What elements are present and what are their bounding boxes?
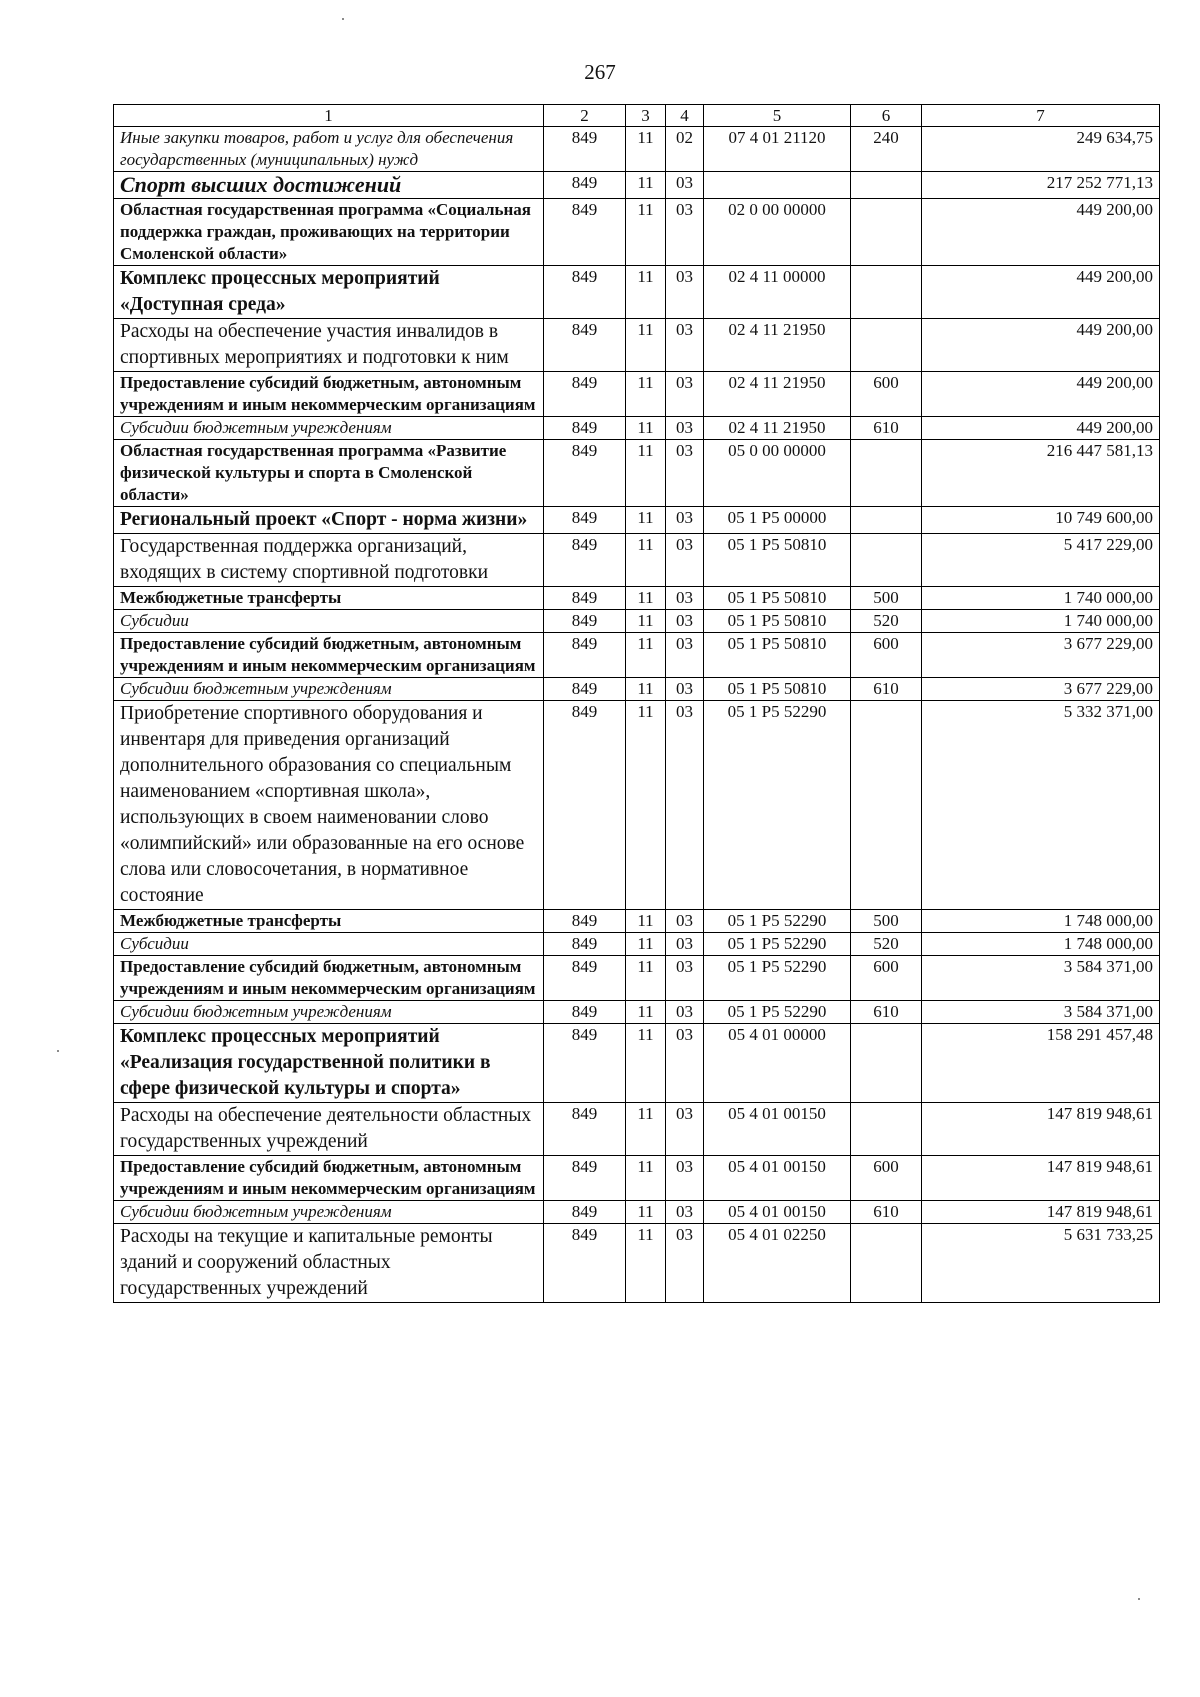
amount: 249 634,75 — [922, 127, 1160, 172]
amount: 216 447 581,13 — [922, 440, 1160, 507]
table-row — [114, 956, 1160, 1001]
row-description: Субсидии бюджетным учреждениям — [114, 1201, 544, 1224]
ministry-code: 849 — [544, 372, 626, 417]
row-description: Комплекс процессных мероприятий «Реализация государственной политики в сфере физической культуры и спорта» — [114, 1024, 544, 1103]
subsection-code: 03 — [666, 610, 704, 633]
section-code: 11 — [626, 172, 666, 199]
expense-type-code: 610 — [851, 1201, 922, 1224]
page-number: 267 — [584, 60, 616, 84]
table-row — [114, 1024, 1160, 1103]
target-article-code: 05 4 01 00000 — [704, 1024, 851, 1103]
table-row — [114, 910, 1160, 933]
subsection-code: 03 — [666, 507, 704, 534]
expense-type-code: 500 — [851, 910, 922, 933]
section-code: 11 — [626, 534, 666, 587]
subsection-code: 03 — [666, 1201, 704, 1224]
target-article-code — [704, 172, 851, 199]
table-row — [114, 507, 1160, 534]
amount: 449 200,00 — [922, 372, 1160, 417]
target-article-code: 05 0 00 00000 — [704, 440, 851, 507]
table-row — [114, 417, 1160, 440]
budget-table-body — [114, 127, 1160, 1303]
table-row — [114, 587, 1160, 610]
expense-type-code — [851, 507, 922, 534]
target-article-code: 05 4 01 02250 — [704, 1224, 851, 1303]
subsection-code: 03 — [666, 933, 704, 956]
expense-type-code — [851, 1103, 922, 1156]
section-code: 11 — [626, 1103, 666, 1156]
column-number-row — [114, 105, 1160, 127]
subsection-code: 03 — [666, 910, 704, 933]
target-article-code: 05 4 01 00150 — [704, 1201, 851, 1224]
subsection-code: 02 — [666, 127, 704, 172]
table-row — [114, 319, 1160, 372]
target-article-code: 05 1 P5 50810 — [704, 534, 851, 587]
target-article-code: 05 4 01 00150 — [704, 1156, 851, 1201]
ministry-code: 849 — [544, 1024, 626, 1103]
section-code: 11 — [626, 678, 666, 701]
target-article-code: 02 4 11 00000 — [704, 266, 851, 319]
expense-type-code: 600 — [851, 372, 922, 417]
subsection-code: 03 — [666, 417, 704, 440]
amount: 147 819 948,61 — [922, 1156, 1160, 1201]
ministry-code: 849 — [544, 633, 626, 678]
ministry-code: 849 — [544, 319, 626, 372]
expense-type-code — [851, 440, 922, 507]
target-article-code: 05 1 P5 52290 — [704, 933, 851, 956]
amount: 449 200,00 — [922, 417, 1160, 440]
table-row — [114, 127, 1160, 172]
column-header: 5 — [704, 105, 851, 127]
expense-type-code — [851, 1224, 922, 1303]
table-row — [114, 933, 1160, 956]
amount: 5 631 733,25 — [922, 1224, 1160, 1303]
row-description: Иные закупки товаров, работ и услуг для обеспечения государственных (муниципальных) нужд — [114, 127, 544, 172]
section-code: 11 — [626, 417, 666, 440]
table-row — [114, 1224, 1160, 1303]
target-article-code: 05 1 P5 50810 — [704, 678, 851, 701]
target-article-code: 05 1 P5 52290 — [704, 956, 851, 1001]
row-description: Межбюджетные трансферты — [114, 587, 544, 610]
row-description: Предоставление субсидий бюджетным, автономным учреждениям и иным некоммерческим организациям — [114, 956, 544, 1001]
ministry-code: 849 — [544, 199, 626, 266]
table-row — [114, 172, 1160, 199]
section-code: 11 — [626, 956, 666, 1001]
target-article-code: 05 1 P5 50810 — [704, 587, 851, 610]
scan-speck — [342, 18, 344, 20]
section-code: 11 — [626, 440, 666, 507]
expense-type-code: 520 — [851, 933, 922, 956]
target-article-code: 05 1 P5 50810 — [704, 633, 851, 678]
row-description: Субсидии бюджетным учреждениям — [114, 1001, 544, 1024]
section-code: 11 — [626, 266, 666, 319]
table-row — [114, 1103, 1160, 1156]
expense-type-code: 240 — [851, 127, 922, 172]
section-code: 11 — [626, 127, 666, 172]
subsection-code: 03 — [666, 372, 704, 417]
table-row — [114, 534, 1160, 587]
row-description: Расходы на текущие и капитальные ремонты зданий и сооружений областных государственных учреждений — [114, 1224, 544, 1303]
amount: 10 749 600,00 — [922, 507, 1160, 534]
ministry-code: 849 — [544, 266, 626, 319]
ministry-code: 849 — [544, 440, 626, 507]
column-header: 6 — [851, 105, 922, 127]
expense-type-code — [851, 1024, 922, 1103]
ministry-code: 849 — [544, 610, 626, 633]
row-description: Субсидии бюджетным учреждениям — [114, 678, 544, 701]
row-description: Расходы на обеспечение деятельности областных государственных учреждений — [114, 1103, 544, 1156]
amount: 3 677 229,00 — [922, 633, 1160, 678]
target-article-code: 05 1 P5 50810 — [704, 610, 851, 633]
amount: 217 252 771,13 — [922, 172, 1160, 199]
table-row — [114, 1001, 1160, 1024]
target-article-code: 02 4 11 21950 — [704, 372, 851, 417]
column-header: 2 — [544, 105, 626, 127]
row-description: Комплекс процессных мероприятий «Доступная среда» — [114, 266, 544, 319]
row-description: Предоставление субсидий бюджетным, автономным учреждениям и иным некоммерческим организациям — [114, 1156, 544, 1201]
ministry-code: 849 — [544, 678, 626, 701]
row-description: Государственная поддержка организаций, входящих в систему спортивной подготовки — [114, 534, 544, 587]
table-row — [114, 266, 1160, 319]
target-article-code: 05 1 P5 00000 — [704, 507, 851, 534]
subsection-code: 03 — [666, 172, 704, 199]
subsection-code: 03 — [666, 440, 704, 507]
ministry-code: 849 — [544, 507, 626, 534]
subsection-code: 03 — [666, 319, 704, 372]
subsection-code: 03 — [666, 956, 704, 1001]
expense-type-code: 500 — [851, 587, 922, 610]
section-code: 11 — [626, 933, 666, 956]
row-description: Субсидии — [114, 610, 544, 633]
subsection-code: 03 — [666, 1001, 704, 1024]
amount: 5 417 229,00 — [922, 534, 1160, 587]
ministry-code: 849 — [544, 933, 626, 956]
expense-type-code: 610 — [851, 417, 922, 440]
ministry-code: 849 — [544, 1224, 626, 1303]
ministry-code: 849 — [544, 1201, 626, 1224]
table-row — [114, 372, 1160, 417]
expense-type-code: 600 — [851, 1156, 922, 1201]
ministry-code: 849 — [544, 910, 626, 933]
row-description: Предоставление субсидий бюджетным, автономным учреждениям и иным некоммерческим организациям — [114, 372, 544, 417]
scan-speck — [1138, 1598, 1140, 1600]
subsection-code: 03 — [666, 266, 704, 319]
target-article-code: 05 1 P5 52290 — [704, 910, 851, 933]
row-description: Региональный проект «Спорт - норма жизни» — [114, 507, 544, 534]
expense-type-code: 600 — [851, 633, 922, 678]
section-code: 11 — [626, 1224, 666, 1303]
amount: 1 748 000,00 — [922, 910, 1160, 933]
subsection-code: 03 — [666, 587, 704, 610]
subsection-code: 03 — [666, 633, 704, 678]
section-code: 11 — [626, 1156, 666, 1201]
table-row — [114, 1201, 1160, 1224]
expense-type-code: 600 — [851, 956, 922, 1001]
column-header: 4 — [666, 105, 704, 127]
section-code: 11 — [626, 1001, 666, 1024]
section-code: 11 — [626, 507, 666, 534]
target-article-code: 02 0 00 00000 — [704, 199, 851, 266]
amount: 3 584 371,00 — [922, 956, 1160, 1001]
amount: 147 819 948,61 — [922, 1103, 1160, 1156]
target-article-code: 05 4 01 00150 — [704, 1103, 851, 1156]
row-description: Субсидии бюджетным учреждениям — [114, 417, 544, 440]
row-description: Межбюджетные трансферты — [114, 910, 544, 933]
target-article-code: 02 4 11 21950 — [704, 319, 851, 372]
ministry-code: 849 — [544, 127, 626, 172]
ministry-code: 849 — [544, 172, 626, 199]
row-description: Областная государственная программа «Социальная поддержка граждан, проживающих на территории Смоленской области» — [114, 199, 544, 266]
column-header: 1 — [114, 105, 544, 127]
section-code: 11 — [626, 633, 666, 678]
subsection-code: 03 — [666, 678, 704, 701]
row-description: Спорт высших достижений — [114, 172, 544, 199]
section-code: 11 — [626, 372, 666, 417]
row-description: Субсидии — [114, 933, 544, 956]
subsection-code: 03 — [666, 1224, 704, 1303]
table-row — [114, 440, 1160, 507]
section-code: 11 — [626, 199, 666, 266]
amount: 158 291 457,48 — [922, 1024, 1160, 1103]
table-row — [114, 199, 1160, 266]
expense-type-code — [851, 266, 922, 319]
amount: 3 584 371,00 — [922, 1001, 1160, 1024]
subsection-code: 03 — [666, 534, 704, 587]
expense-type-code — [851, 701, 922, 910]
expense-type-code: 610 — [851, 678, 922, 701]
amount: 1 740 000,00 — [922, 610, 1160, 633]
section-code: 11 — [626, 1024, 666, 1103]
table-row — [114, 701, 1160, 910]
expense-type-code: 610 — [851, 1001, 922, 1024]
expense-type-code — [851, 534, 922, 587]
subsection-code: 03 — [666, 1103, 704, 1156]
ministry-code: 849 — [544, 534, 626, 587]
row-description: Предоставление субсидий бюджетным, автономным учреждениям и иным некоммерческим организациям — [114, 633, 544, 678]
amount: 5 332 371,00 — [922, 701, 1160, 910]
table-row — [114, 1156, 1160, 1201]
target-article-code: 05 1 P5 52290 — [704, 701, 851, 910]
expense-type-code — [851, 199, 922, 266]
amount: 3 677 229,00 — [922, 678, 1160, 701]
column-header: 3 — [626, 105, 666, 127]
amount: 147 819 948,61 — [922, 1201, 1160, 1224]
subsection-code: 03 — [666, 199, 704, 266]
expense-type-code — [851, 172, 922, 199]
scan-speck — [57, 1050, 59, 1052]
ministry-code: 849 — [544, 956, 626, 1001]
ministry-code: 849 — [544, 1103, 626, 1156]
target-article-code: 07 4 01 21120 — [704, 127, 851, 172]
budget-table — [113, 104, 1160, 1303]
section-code: 11 — [626, 610, 666, 633]
table-row — [114, 633, 1160, 678]
target-article-code: 02 4 11 21950 — [704, 417, 851, 440]
target-article-code: 05 1 P5 52290 — [704, 1001, 851, 1024]
amount: 1 740 000,00 — [922, 587, 1160, 610]
amount: 449 200,00 — [922, 319, 1160, 372]
subsection-code: 03 — [666, 1024, 704, 1103]
section-code: 11 — [626, 910, 666, 933]
subsection-code: 03 — [666, 1156, 704, 1201]
table-row — [114, 610, 1160, 633]
amount: 449 200,00 — [922, 199, 1160, 266]
column-header: 7 — [922, 105, 1160, 127]
section-code: 11 — [626, 319, 666, 372]
ministry-code: 849 — [544, 1001, 626, 1024]
row-description: Приобретение спортивного оборудования и инвентаря для приведения организаций дополнительного образования со специальным наименованием «спортивная школа», использующих в своем наименовании слово «олимпийский» или образованные на его основе слова или словосочетания, в нормативное состояние — [114, 701, 544, 910]
ministry-code: 849 — [544, 417, 626, 440]
expense-type-code — [851, 319, 922, 372]
section-code: 11 — [626, 587, 666, 610]
expense-type-code: 520 — [851, 610, 922, 633]
ministry-code: 849 — [544, 701, 626, 910]
subsection-code: 03 — [666, 701, 704, 910]
amount: 449 200,00 — [922, 266, 1160, 319]
row-description: Областная государственная программа «Развитие физической культуры и спорта в Смоленской области» — [114, 440, 544, 507]
section-code: 11 — [626, 1201, 666, 1224]
table-row — [114, 678, 1160, 701]
ministry-code: 849 — [544, 1156, 626, 1201]
amount: 1 748 000,00 — [922, 933, 1160, 956]
ministry-code: 849 — [544, 587, 626, 610]
section-code: 11 — [626, 701, 666, 910]
row-description: Расходы на обеспечение участия инвалидов в спортивных мероприятиях и подготовки к ним — [114, 319, 544, 372]
